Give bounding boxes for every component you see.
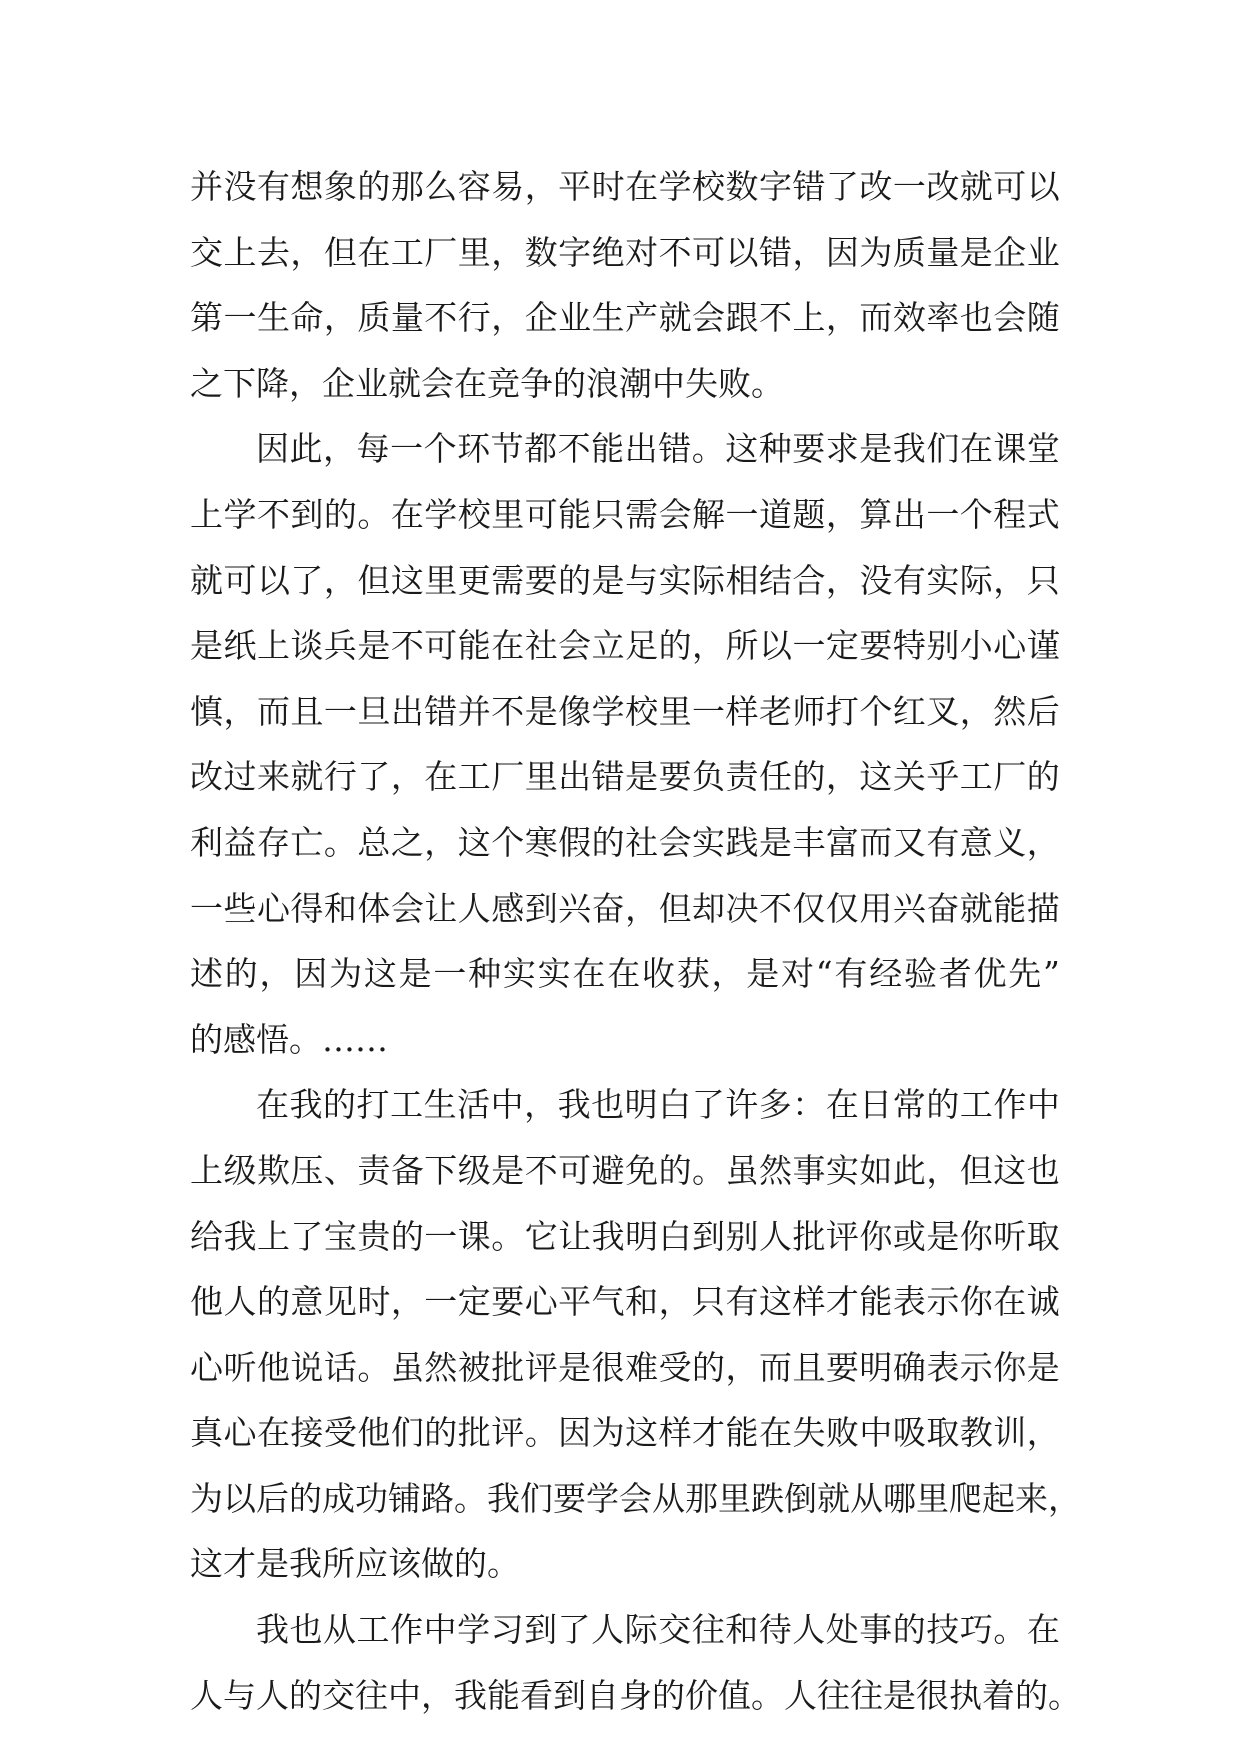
document-body: [190, 154, 1081, 1728]
text-line: 这才是我所应该做的。: [190, 1544, 520, 1584]
text-line: 改 过 来 就 行 了 ， 在 工 厂 里 出 错 是 要 负 责 任 的 ， 这 关 乎 工 厂 的: [190, 757, 1060, 797]
text-line: 第 一 生 命 ， 质 量 不 行 ， 企 业 生 产 就 会 跟 不 上 ， 而 效 率 也 会 随: [190, 298, 1060, 338]
text-line: 慎 ， 而 且 一 旦 出 错 并 不 是 像 学 校 里 一 样 老 师 打 个 红 叉 ， 然 后: [190, 691, 1060, 731]
text-line: 在 我 的 打 工 生 活 中 ， 我 也 明 白 了 许 多 ： 在 日 常 的 工 作 中: [256, 1085, 1060, 1125]
text-line: 述 的 ， 因 为 这 是 一 种 实 实 在 在 收 获 ， 是 对 “ 有 经 验 者 优 先 ”: [190, 954, 1060, 994]
text-line: 利 益 存 亡 。 总 之 ， 这 个 寒 假 的 社 会 实 践 是 丰 富 而 又 有 意 义 ，: [190, 822, 1060, 862]
text-line: 就 可 以 了 ， 但 这 里 更 需 要 的 是 与 实 际 相 结 合 ， 没 有 实 际 ， 只: [190, 560, 1060, 600]
text-line: 一 些 心 得 和 体 会 让 人 感 到 兴 奋 ， 但 却 决 不 仅 仅 用 兴 奋 就 能 描: [190, 888, 1060, 928]
text-line: 的感悟。……: [190, 1019, 388, 1059]
text-line: 上 级 欺 压 、 责 备 下 级 是 不 可 避 免 的 。 虽 然 事 实 如 此 ， 但 这 也: [190, 1150, 1060, 1190]
text-line: 是 纸 上 谈 兵 是 不 可 能 在 社 会 立 足 的 ， 所 以 一 定 要 特 别 小 心 谨: [190, 626, 1060, 666]
text-line: 为 以 后 的 成 功 铺 路 。 我 们 要 学 会 从 那 里 跌 倒 就 从 哪 里 爬 起 来 ，: [190, 1478, 1081, 1518]
text-line: 因 此 ， 每 一 个 环 节 都 不 能 出 错 。 这 种 要 求 是 我 们 在 课 堂: [256, 429, 1060, 469]
text-line: 给 我 上 了 宝 贵 的 一 课 。 它 让 我 明 白 到 别 人 批 评 你 或 是 你 听 取: [190, 1216, 1060, 1256]
text-line: 上 学 不 到 的 。 在 学 校 里 可 能 只 需 会 解 一 道 题 ， 算 出 一 个 程 式: [190, 494, 1060, 534]
text-line: 并 没 有 想 象 的 那 么 容 易 ， 平 时 在 学 校 数 字 错 了 改 一 改 就 可 以: [190, 167, 1060, 206]
text-line: 心 听 他 说 话 。 虽 然 被 批 评 是 很 难 受 的 ， 而 且 要 明 确 表 示 你 是: [190, 1347, 1060, 1387]
text-line: 交 上 去 ， 但 在 工 厂 里 ， 数 字 绝 对 不 可 以 错 ， 因 为 质 量 是 企 业: [190, 232, 1060, 272]
text-line: 我 也 从 工 作 中 学 习 到 了 人 际 交 往 和 待 人 处 事 的 技 巧 。 在: [256, 1610, 1060, 1650]
text-line: 他 人 的 意 见 时 ， 一 定 要 心 平 气 和 ， 只 有 这 样 才 能 表 示 你 在 诚: [190, 1282, 1060, 1322]
text-line: 人 与 人 的 交 往 中 ， 我 能 看 到 自 身 的 价 值 。 人 往 往 是 很 执 着 的 。: [190, 1675, 1081, 1715]
text-line: 真 心 在 接 受 他 们 的 批 评 。 因 为 这 样 才 能 在 失 败 中 吸 取 教 训 ，: [190, 1413, 1060, 1453]
text-line: 之下降，企业就会在竞争的浪潮中失败。: [190, 363, 784, 403]
